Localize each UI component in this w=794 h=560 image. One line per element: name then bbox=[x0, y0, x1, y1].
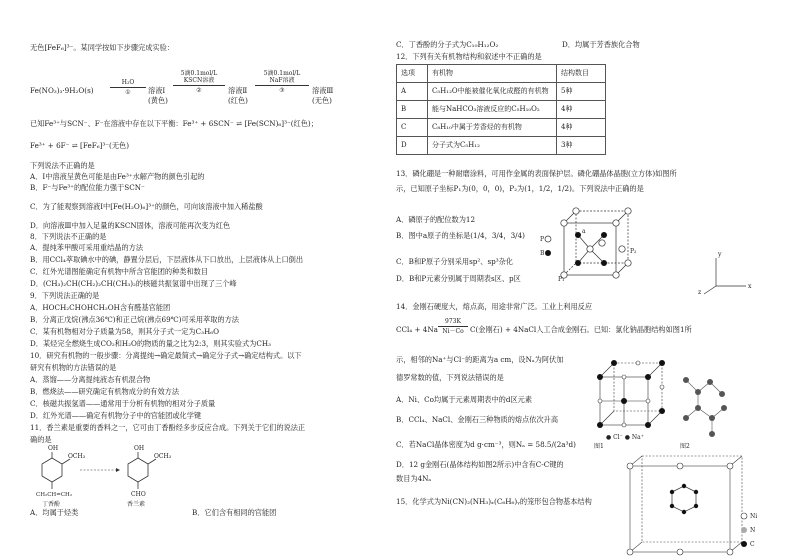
q8-option-b: B．用CCl₄萃取碘水中的碘，静置分层后，下层液体从下口放出，上层液体从上口倒出 bbox=[30, 255, 304, 264]
q7-option-d: D．向溶液Ⅲ中加入足量的KSCN固体，溶液可能再次变为红色 bbox=[30, 221, 231, 230]
q9-option-a: A．HOCH₂CHOHCH₂OH含有醛基官能团 bbox=[30, 303, 171, 312]
table-cell: B bbox=[397, 101, 428, 119]
table-header-row bbox=[397, 65, 606, 83]
clathrate-figure bbox=[622, 452, 764, 558]
q10-option-c: C．核磁共振氢谱——通常用于分析有机物的相对分子质量 bbox=[30, 399, 216, 408]
solution-1-color: (黄色) bbox=[148, 96, 168, 105]
solution-3-color: (无色) bbox=[312, 96, 332, 105]
solution-2: 溶液Ⅱ bbox=[228, 86, 248, 95]
synthesis-arrowhead bbox=[116, 468, 120, 472]
eugenol-och3: OCH₃ bbox=[68, 453, 86, 460]
q14-eq-arrow: 973K Ni－Co bbox=[438, 318, 468, 335]
table-cell: 能与NaHCO₃溶液反应的C₅H₁₀O₂ bbox=[428, 101, 557, 119]
step2-arrow: 5滴0.1mol/L KSCN溶液 ② bbox=[173, 70, 225, 94]
known-equilibrium-1: 已知Fe³⁺与SCN⁻、F⁻在溶液中存在以下平衡：Fe³⁺ + 6SCN⁻ ⇌ [Fe(SCN)₆]³⁻(红色)； bbox=[30, 119, 318, 128]
nickel-atoms bbox=[627, 463, 733, 555]
table-cell: 分子式为C₅H₁₂ bbox=[428, 137, 557, 155]
legend-p-marker bbox=[545, 236, 551, 242]
table-cell: 3种 bbox=[557, 137, 606, 155]
axis-y-label: y bbox=[718, 251, 722, 258]
solution-3: 溶液Ⅲ bbox=[312, 86, 334, 95]
q11-option-d: D．均属于芳香族化合物 bbox=[562, 40, 640, 49]
q9-option-d: D．某烃完全燃烧生成CO₂和H₂O的物质的量之比为2:3，则其实验式为CH₃ bbox=[30, 339, 271, 348]
q11-stem-cont: 确的是 bbox=[30, 435, 52, 444]
q7-option-a: A．Ⅰ中溶液呈黄色可能是由Fe³⁺水解产物的颜色引起的 bbox=[30, 172, 205, 181]
q12-table bbox=[396, 64, 606, 155]
q7-option-c: C．为了能观察到溶液Ⅰ中[Fe(H₂O)₆]³⁺的颜色，可向该溶液中加入稀盐酸 bbox=[30, 202, 263, 211]
table-row bbox=[397, 137, 606, 155]
q9-option-b: B．分离正戊烷(沸点36℃)和正己烷(沸点69℃)可采用萃取的方法 bbox=[30, 315, 239, 324]
benzene-ring bbox=[672, 486, 696, 512]
vanillin-structure bbox=[128, 452, 156, 489]
q11-option-a: A．均属于烃类 bbox=[30, 508, 79, 517]
legend-ni-marker bbox=[741, 513, 747, 519]
table-cell: 5种 bbox=[557, 83, 606, 101]
nacl-figure-1 bbox=[592, 355, 672, 450]
solution-1: 溶液Ⅰ bbox=[148, 86, 166, 95]
q10-stem: 10．研究有机物的一般步骤：分离提纯→确定最简式→确定分子式→确定结构式。以下 bbox=[30, 351, 302, 360]
vanillin-side-chain: CHO bbox=[131, 491, 146, 498]
q10-option-a: A．蒸馏——分离提纯液态有机混合物 bbox=[30, 375, 151, 384]
vanillin-name: 香兰素 bbox=[127, 501, 146, 508]
eugenol-side-chain: CH₂CH=CH₂ bbox=[36, 492, 73, 498]
diamond-figure-2 bbox=[676, 370, 736, 450]
label-a: a bbox=[582, 228, 586, 235]
q7-stem: 下列说法不正确的是 bbox=[30, 161, 95, 170]
table-cell: C bbox=[397, 119, 428, 137]
q14-option-a: A．Ni、Co均属于元素周期表中的d区元素 bbox=[396, 395, 533, 404]
table-cell: 4种 bbox=[557, 119, 606, 137]
q13-option-d: D．B和P元素分别属于周期表s区、p区 bbox=[396, 274, 521, 283]
vanillin-oh: OH bbox=[134, 445, 145, 452]
q9-stem: 9．下列说法正确的是 bbox=[30, 291, 100, 300]
q15-stem: 15．化学式为Ni(CN)₂(NH₃)ₓ(C₆H₆)ᵧ的笼形包合物基本结构 bbox=[396, 497, 592, 506]
q10-stem-cont: 研究有机物的方法错误的是 bbox=[30, 363, 117, 372]
table-cell: A bbox=[397, 83, 428, 101]
q14-eq-left: CCl₄ + 4Na bbox=[396, 325, 438, 334]
solution-2-color: (红色) bbox=[228, 96, 248, 105]
table-header: 选项 bbox=[397, 65, 428, 83]
legend-n: N bbox=[750, 527, 756, 534]
q13-stem: 13．磷化硼是一种耐磨涂料，可用作金属的表面保护层。磷化硼晶体晶胞(立方体)如图所 bbox=[396, 169, 677, 178]
q10-option-b: B．燃烧法——研究确定有机物成分的有效方法 bbox=[30, 387, 180, 396]
q14-stem: 14．金刚石硬度大，熔点高，用途非常广泛。工业上利用反应 bbox=[396, 302, 593, 311]
fig2-label: 图2 bbox=[680, 443, 690, 450]
q13-option-c: C．B和P原子分别采用sp²、sp³杂化 bbox=[396, 257, 514, 266]
q11-option-c: C．丁香酚的分子式为C₁₀H₁₂O₂ bbox=[396, 40, 499, 49]
molecule-figures bbox=[30, 442, 180, 508]
eugenol-name: 丁香酚 bbox=[42, 501, 61, 508]
q10-option-d: D．红外光谱——确定有机物分子中的官能团或化学键 bbox=[30, 411, 202, 420]
q11-stem: 11．香兰素是重要的香料之一，它可由丁香酚经多步反应合成。下列关于它们的说法正 bbox=[30, 423, 306, 432]
legend-b-marker bbox=[545, 250, 551, 256]
q8-option-c: C．红外光谱图能确定有机物中所含官能团的种类和数目 bbox=[30, 267, 209, 276]
diamond-bonds bbox=[686, 380, 724, 434]
q12-stem: 12．下列有关有机物结构和叙述中不正确的是 bbox=[396, 52, 542, 61]
table-row bbox=[397, 101, 606, 119]
chain-start: Fe(NO₃)₃·9H₂O(s) bbox=[30, 86, 94, 95]
table-cell: D bbox=[397, 137, 428, 155]
table-header: 有机物 bbox=[428, 65, 557, 83]
axis-x-label: x bbox=[748, 283, 752, 290]
table-header: 结构数目 bbox=[557, 65, 606, 83]
q7-option-b: B．F⁻与Fe³⁺的配位能力强于SCN⁻ bbox=[30, 183, 145, 192]
eugenol-oh: OH bbox=[48, 445, 59, 452]
legend-ni: Ni bbox=[750, 513, 758, 520]
fig1-legend: ● Cl⁻ ● Na⁺ bbox=[606, 434, 644, 441]
legend-n-marker bbox=[741, 527, 747, 533]
eugenol-structure bbox=[42, 452, 70, 489]
q11-option-b: B．它们含有相同的官能团 bbox=[192, 508, 277, 517]
vanillin-och3: OCH₃ bbox=[154, 453, 172, 460]
step3-arrow: 5滴0.1mol/L NaF溶液 ③ bbox=[255, 70, 309, 94]
table-row bbox=[397, 119, 606, 137]
table-row bbox=[397, 83, 606, 101]
known-equilibrium-2: Fe³⁺ + 6F⁻ ⇌ [FeF₆]³⁻(无色) bbox=[30, 141, 130, 150]
q14-option-d-cont: 数目为4Nₐ bbox=[396, 474, 432, 483]
label-p2: P₂ bbox=[630, 248, 637, 255]
right-column bbox=[396, 0, 766, 560]
legend-p: P bbox=[540, 236, 545, 243]
legend-b: B bbox=[540, 250, 545, 257]
legend-c: C bbox=[750, 541, 755, 548]
q14-eq-right: C(金刚石) + 4NaCl人工合成金刚石。已知：氯化钠晶胞结构如图1所 bbox=[470, 325, 692, 334]
step1-arrow: H₂O ① bbox=[110, 79, 146, 96]
axis-z-label: z bbox=[698, 289, 702, 296]
q13-stem-cont: 示，已知原子坐标P₁为(0，0，0)，P₂为(1，1/2，1/2)。下列说法中正确的是 bbox=[396, 184, 644, 193]
q14-stem-cont: 示，相邻的Na⁺与Cl⁻的距离为a cm，设Nₐ为阿伏加 bbox=[396, 355, 564, 364]
q14-option-c: C．若NaCl晶体密度为d g·cm⁻³，则Nₐ = 58.5/(2a³d) bbox=[396, 440, 576, 449]
q9-option-c: C．某有机物相对分子质量为58，则其分子式一定为C₃H₆O bbox=[30, 327, 220, 336]
intro-text: 无色[FeF₆]³⁻。某同学按如下步骤完成实验： bbox=[30, 43, 175, 52]
q13-option-a: A．磷原子的配位数为12 bbox=[396, 215, 476, 224]
axes-figure bbox=[696, 246, 756, 296]
legend-c-marker bbox=[741, 541, 747, 547]
q8-option-d: D．(CH₃)₂CH(CH₂)₂CH(CH₃)₂的核磁共振氢谱中出现了三个峰 bbox=[30, 279, 237, 288]
left-column bbox=[30, 0, 390, 560]
table-cell: C₅H₁₂O中能被催化氧化成醛的有机物 bbox=[428, 83, 557, 101]
label-p1: P₁ bbox=[558, 276, 565, 283]
q14-option-d: D．12 g金刚石(晶体结构如图2所示)中含有C-C键的 bbox=[396, 460, 564, 469]
fig1-label: 图1 bbox=[594, 443, 604, 450]
q14-option-b: B．CCl₄、NaCl、金刚石三种物质的熔点依次升高 bbox=[396, 415, 559, 424]
q8-stem: 8．下列说法不正确的是 bbox=[30, 232, 107, 241]
q13-option-b: B．图中a原子的坐标是(1/4，3/4，3/4) bbox=[396, 231, 525, 240]
q8-option-a: A．提纯苯甲酸可采用重结晶的方法 bbox=[30, 243, 144, 252]
table-cell: 4种 bbox=[557, 101, 606, 119]
q14-stem-cont2: 德罗常数的值，下列说法错误的是 bbox=[396, 373, 504, 382]
bp-unit-cell-figure bbox=[540, 205, 674, 295]
table-cell: C₈H₁₀中属于芳香烃的有机物 bbox=[428, 119, 557, 137]
nitrogen-carbon-atoms bbox=[670, 484, 698, 514]
